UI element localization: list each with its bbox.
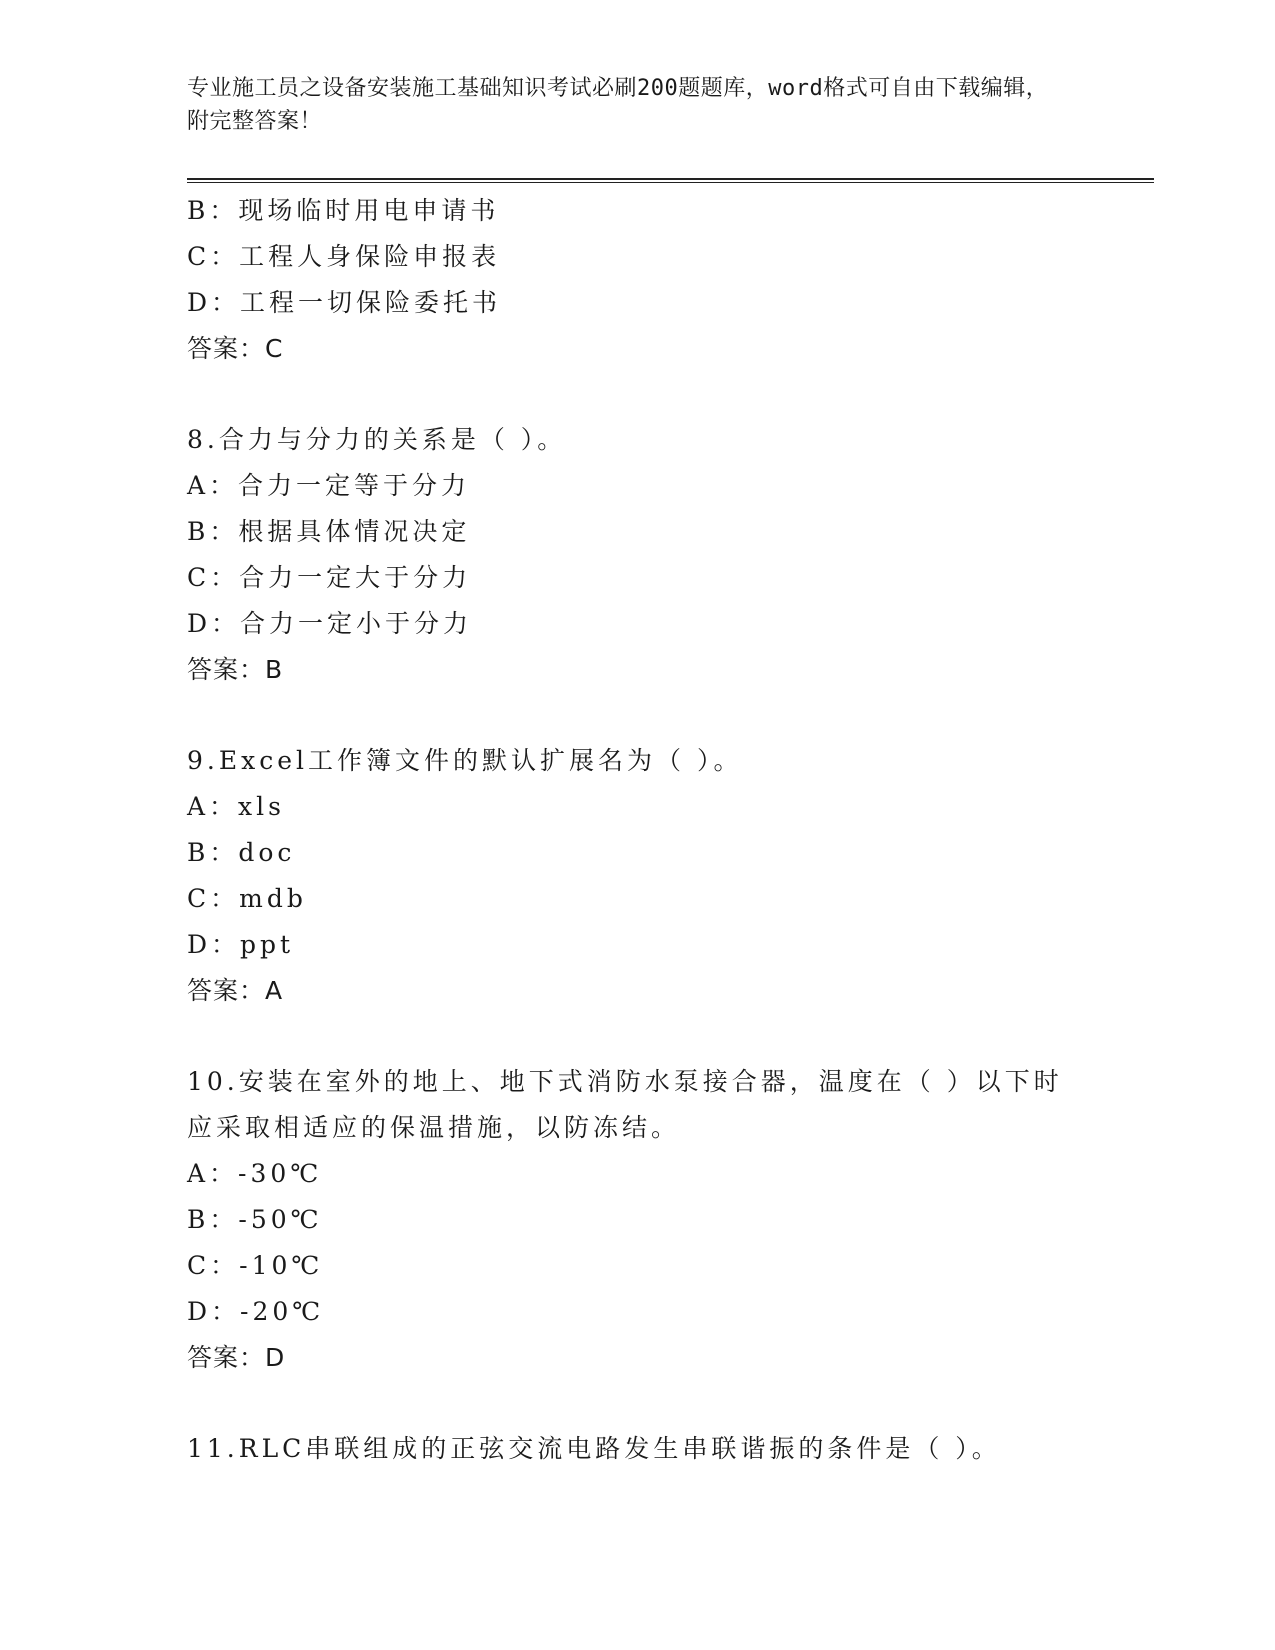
question-11: [187, 1426, 1067, 1472]
spacer: [187, 372, 1067, 417]
header-divider: [187, 178, 1154, 183]
question-list: [187, 188, 1067, 1472]
option-b: B：-50℃: [187, 1205, 323, 1234]
option-c: C：工程人身保险申报表: [187, 242, 501, 271]
option-d: D：合力一定小于分力: [187, 609, 473, 638]
option-c: C：合力一定大于分力: [187, 563, 472, 592]
question-9: [187, 738, 1067, 1014]
option-b: B：现场临时用电申请书: [187, 196, 500, 225]
document-header: 专业施工员之设备安装施工基础知识考试必刷200题题库，word格式可自由下载编辑，附完整答案！: [187, 76, 1049, 134]
answer-line: 答案：A: [187, 976, 284, 1005]
option-b: B：根据具体情况决定: [187, 517, 471, 546]
spacer: [187, 1014, 1067, 1059]
option-c: C：mdb: [187, 884, 307, 913]
question-text: 8.合力与分力的关系是（ ）。: [187, 425, 567, 454]
option-c: C：-10℃: [187, 1251, 324, 1280]
answer-line: 答案：B: [187, 655, 284, 684]
question-text: 10.安装在室外的地上、地下式消防水泵接合器，温度在（ ）以下时应采取相适应的保温措施，以防冻结。: [187, 1067, 1063, 1142]
option-d: D：ppt: [187, 930, 295, 959]
option-a: A：合力一定等于分力: [187, 471, 471, 500]
option-a: A：xls: [187, 792, 285, 821]
question-8: [187, 417, 1067, 693]
question-text: 11.RLC串联组成的正弦交流电路发生串联谐振的条件是（ ）。: [187, 1434, 1001, 1463]
spacer: [187, 1381, 1067, 1426]
option-d: D：工程一切保险委托书: [187, 288, 502, 317]
answer-line: 答案：C: [187, 334, 284, 363]
option-d: D：-20℃: [187, 1297, 325, 1326]
spacer: [187, 693, 1067, 738]
question-10: [187, 1059, 1067, 1381]
answer-line: 答案：D: [187, 1343, 286, 1372]
prev-question-block: [187, 188, 1067, 372]
option-a: A：-30℃: [187, 1159, 323, 1188]
option-b: B：doc: [187, 838, 296, 867]
question-text: 9.Excel工作簿文件的默认扩展名为（ ）。: [187, 746, 743, 775]
